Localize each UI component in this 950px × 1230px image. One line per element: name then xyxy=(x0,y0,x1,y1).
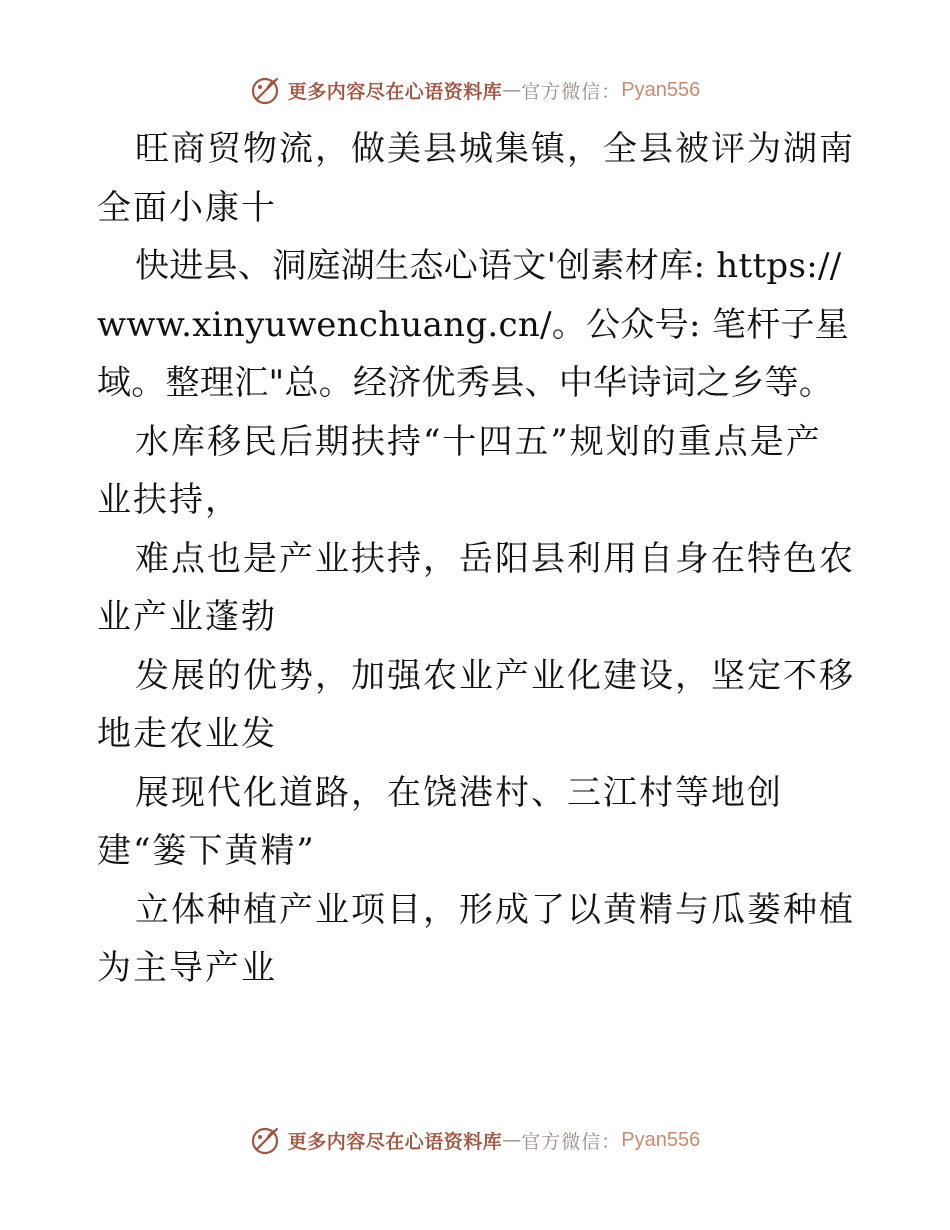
watermark-dash: — xyxy=(502,79,522,101)
watermark-brand: 更多内容尽在心语资料库 xyxy=(287,80,503,103)
header-watermark xyxy=(0,73,950,107)
paragraph: 展现代化道路，在饶港村、三江村等地创建“篓下黄精” xyxy=(97,772,783,871)
paragraph: 水库移民后期扶持“十四五”规划的重点是产业扶持， xyxy=(97,421,822,520)
watermark-contact-label: 官方微信： xyxy=(521,80,622,103)
watermark-contact-id: Pyan556 xyxy=(621,78,701,101)
paragraph: 快进县、洞庭湖生态心语文'创素材库: https://www.xinyuwenchuang.cn/。公众号: 笔杆子星域。整理汇"总。经济优秀县、中华诗词之乡等。 xyxy=(97,246,850,403)
watermark-contact-label: 官方微信： xyxy=(521,1130,622,1153)
quill-logo-icon xyxy=(250,74,282,106)
paragraph: 旺商贸物流，做美县城集镇，全县被评为湖南全面小康十 xyxy=(97,129,855,228)
paragraph: 难点也是产业扶持，岳阳县利用自身在特色农业产业蓬勃 xyxy=(97,538,855,637)
watermark-brand: 更多内容尽在心语资料库 xyxy=(287,1130,503,1153)
paragraph: 立体种植产业项目，形成了以黄精与瓜蒌种植为主导产业 xyxy=(97,889,855,988)
watermark-dash: — xyxy=(502,1129,522,1151)
document-body xyxy=(97,120,857,998)
paragraph: 发展的优势，加强农业产业化建设，坚定不移地走农业发 xyxy=(97,655,855,754)
quill-logo-icon xyxy=(250,1124,282,1156)
footer-watermark xyxy=(0,1123,950,1157)
watermark-contact-id: Pyan556 xyxy=(621,1128,701,1151)
